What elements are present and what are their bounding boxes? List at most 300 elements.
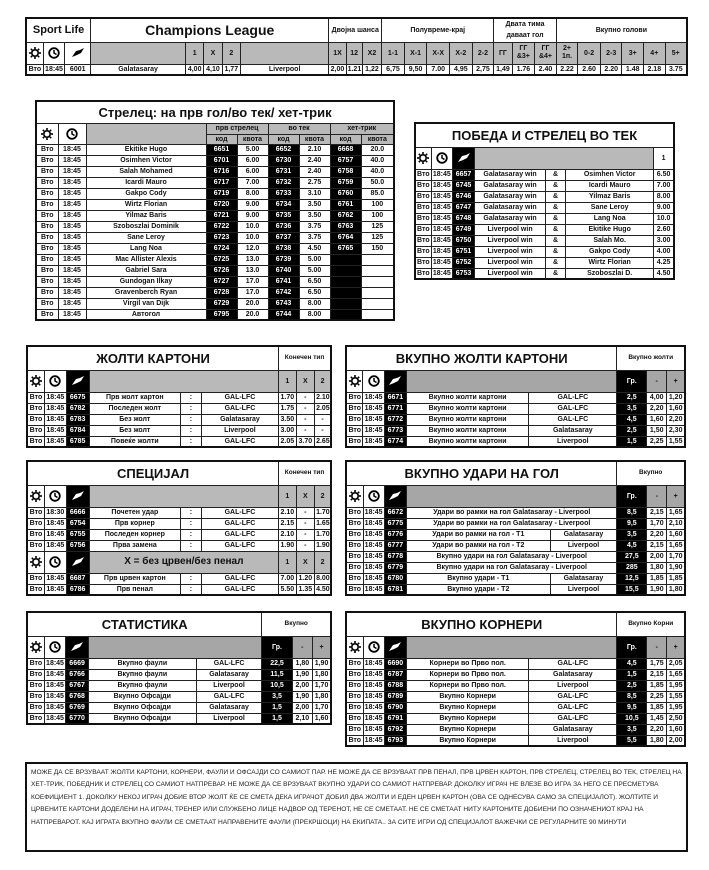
odd[interactable]: 40.0 xyxy=(361,166,394,177)
market-name: Вкупно Корнери xyxy=(407,691,529,702)
market-row xyxy=(346,551,685,562)
market-name: Вкупно Офсајди xyxy=(88,713,196,724)
col-htft-1-1: 1-1 xyxy=(382,42,405,64)
player-name: Icardi Mauro xyxy=(566,180,654,191)
odd-x: - xyxy=(296,403,315,414)
odd-under[interactable]: 1,80 xyxy=(647,562,667,573)
code: 6738 xyxy=(268,243,299,254)
odd-over[interactable]: 1,60 xyxy=(667,529,685,540)
player-name: Salah Mo. xyxy=(566,235,654,246)
time: 18:45 xyxy=(46,542,65,549)
odd[interactable]: 6.00 xyxy=(237,155,268,166)
odd-2[interactable]: 1,77 xyxy=(222,64,240,75)
odd-over[interactable]: 1,60 xyxy=(667,403,685,414)
market-row xyxy=(346,735,685,746)
odd[interactable]: 100 xyxy=(361,210,394,221)
market-row xyxy=(346,414,685,425)
day: Вто xyxy=(36,276,58,287)
odd-under[interactable]: 2,10 xyxy=(292,713,312,724)
odd-1x[interactable]: 2,00 xyxy=(329,64,346,75)
odd-over[interactable]: 2,20 xyxy=(667,414,685,425)
odd[interactable]: 10.0 xyxy=(237,221,268,232)
odd[interactable]: 2.60 xyxy=(654,224,674,235)
ampersand: & xyxy=(545,224,565,235)
scorers-title: Стрелец: на прв гол/во тек/ хет-трик xyxy=(36,101,394,123)
odd[interactable]: 150 xyxy=(361,243,394,254)
time: 18:45 xyxy=(364,660,383,667)
odd-over[interactable]: 1,70 xyxy=(313,680,331,691)
team-win: Galatasaray win xyxy=(475,180,546,191)
market-row xyxy=(346,562,685,573)
time: 18:45 xyxy=(58,232,86,243)
col-over: + xyxy=(667,370,685,392)
team: Galatasaray xyxy=(550,529,617,540)
match-code: 6001 xyxy=(65,64,91,75)
odd[interactable]: 20.0 xyxy=(237,298,268,309)
odd[interactable]: 17.0 xyxy=(237,276,268,287)
odd-under[interactable]: 1,90 xyxy=(292,669,312,680)
odd-htft[interactable]: 9,50 xyxy=(404,64,427,75)
odd[interactable]: 8.00 xyxy=(654,191,674,202)
odd-btts[interactable]: 2.40 xyxy=(535,64,557,75)
stats-title: СТАТИСТИКА xyxy=(27,612,262,636)
day: Вто xyxy=(36,309,58,320)
col-x: X xyxy=(204,42,222,64)
code: 6729 xyxy=(206,298,237,309)
odd[interactable]: 9.00 xyxy=(654,202,674,213)
code: 6741 xyxy=(268,276,299,287)
scorer-row xyxy=(36,155,394,166)
odd[interactable]: 13.0 xyxy=(237,265,268,276)
odd[interactable]: 3.10 xyxy=(299,188,330,199)
win-scorer-row xyxy=(415,246,674,257)
scorer-row xyxy=(36,166,394,177)
day: Вто xyxy=(36,166,58,177)
odd-under[interactable]: 1,60 xyxy=(647,414,667,425)
odd[interactable]: 9.00 xyxy=(237,210,268,221)
odd-1[interactable]: 7.00 xyxy=(280,575,295,582)
odd-over[interactable]: 1,80 xyxy=(313,691,331,702)
final-type-label: Конечен тип xyxy=(279,346,331,370)
player-name: Virgil van Dijk xyxy=(86,298,206,309)
odd[interactable]: 3.50 xyxy=(299,210,330,221)
odd-over[interactable]: 1,95 xyxy=(667,702,685,713)
day: Вто xyxy=(346,669,363,680)
odd-htft[interactable]: 7.00 xyxy=(427,64,450,75)
odd-over[interactable]: 1,20 xyxy=(667,392,685,403)
code: 6762 xyxy=(330,210,361,221)
odd[interactable]: 2.40 xyxy=(299,166,330,177)
odd[interactable]: 125 xyxy=(361,232,394,243)
col-under: - xyxy=(647,485,667,507)
odd-under[interactable]: 1,90 xyxy=(292,691,312,702)
code: 6745 xyxy=(452,180,474,191)
team: Liverpool xyxy=(201,425,278,436)
odd[interactable]: 3.75 xyxy=(299,221,330,232)
odd-htft[interactable]: 4,95 xyxy=(450,64,473,75)
odd-2[interactable]: 4.50 xyxy=(315,584,331,595)
odd[interactable]: 3.00 xyxy=(654,235,674,246)
odd[interactable]: 3.75 xyxy=(299,232,330,243)
odd-over[interactable]: 1,55 xyxy=(667,691,685,702)
line: 10,5 xyxy=(262,680,292,691)
ampersand: & xyxy=(545,257,565,268)
odd-over[interactable]: 1,65 xyxy=(667,669,685,680)
header-blank xyxy=(407,636,617,658)
market-row xyxy=(27,658,331,669)
odd[interactable]: 3.50 xyxy=(299,199,330,210)
odd-under[interactable]: 2,20 xyxy=(647,403,667,414)
odd-1[interactable]: 3.00 xyxy=(280,427,295,434)
odd-under[interactable]: 2,15 xyxy=(647,540,667,551)
line: 1,5 xyxy=(617,436,647,447)
odd-2[interactable]: 8.00 xyxy=(316,575,330,582)
team-win: Liverpool win xyxy=(475,257,546,268)
line: 1,5 xyxy=(617,669,647,680)
team-win: Galatasaray win xyxy=(475,169,546,180)
total-corners-table xyxy=(345,611,686,747)
odd-btts[interactable]: 1,49 xyxy=(494,64,512,75)
code: 6733 xyxy=(268,188,299,199)
odd[interactable]: 4.00 xyxy=(654,246,674,257)
code: 6716 xyxy=(206,166,237,177)
odd-1[interactable]: 1.75 xyxy=(280,405,295,412)
odd-over[interactable]: 2,10 xyxy=(667,518,685,529)
match-day: Вто xyxy=(26,64,43,75)
odd-under[interactable]: 2,25 xyxy=(647,691,667,702)
odd-over[interactable]: 1,85 xyxy=(667,573,685,584)
day: Вто xyxy=(346,551,363,562)
scorer-row xyxy=(36,199,394,210)
line: 2,5 xyxy=(617,680,647,691)
market-name: Прв жолт картон xyxy=(89,392,180,403)
line: 4,5 xyxy=(617,658,647,669)
day: Вто xyxy=(346,562,363,573)
odd-x: - xyxy=(296,518,315,529)
odd[interactable]: 2.75 xyxy=(299,177,330,188)
odd-1[interactable]: 2.10 xyxy=(280,509,295,516)
odd[interactable]: 20.0 xyxy=(361,144,394,155)
odd[interactable]: 5.00 xyxy=(299,254,330,265)
market-name: Вкупно Офсајди xyxy=(88,691,196,702)
odd-under[interactable]: 4,00 xyxy=(647,392,667,403)
odd-under[interactable]: 1,85 xyxy=(647,702,667,713)
market-row xyxy=(346,540,685,551)
odd[interactable]: 5.00 xyxy=(237,144,268,155)
day: Вто xyxy=(346,713,363,724)
day: Вто xyxy=(415,257,431,268)
odd-over[interactable]: 1,60 xyxy=(667,724,685,735)
stats-label: Вкупно xyxy=(262,612,331,636)
odd[interactable]: 4.25 xyxy=(654,257,674,268)
odd-under[interactable]: 2,00 xyxy=(292,680,312,691)
odd-x[interactable]: 3.70 xyxy=(296,436,315,447)
odd-under[interactable]: 2,15 xyxy=(647,507,667,518)
market-row xyxy=(27,573,331,584)
odd[interactable]: 10.0 xyxy=(654,213,674,224)
odd[interactable]: 9.00 xyxy=(237,199,268,210)
time: 18:45 xyxy=(364,394,383,401)
market-name: Вкупно фаули xyxy=(88,658,196,669)
code xyxy=(330,254,361,265)
code: 6657 xyxy=(452,169,474,180)
odd-x2[interactable]: 1,22 xyxy=(362,64,381,75)
odd[interactable]: 12.0 xyxy=(237,243,268,254)
odd-htft[interactable]: 2,75 xyxy=(472,64,494,75)
odd-over[interactable]: 2,50 xyxy=(667,713,685,724)
odd-over[interactable]: 1,60 xyxy=(313,713,331,724)
odd-2[interactable]: 1.90 xyxy=(316,542,330,549)
odd[interactable]: 20.0 xyxy=(237,309,268,320)
odd-goals[interactable]: 1.48 xyxy=(622,64,644,75)
odd-under[interactable]: 1,85 xyxy=(647,680,667,691)
odd-under[interactable]: 1,85 xyxy=(647,573,667,584)
odd-1[interactable]: 1.90 xyxy=(280,542,295,549)
code: 6701 xyxy=(206,155,237,166)
odd-under[interactable]: 2,00 xyxy=(647,551,667,562)
time: 18:45 xyxy=(364,416,383,423)
odd-over[interactable]: 1,95 xyxy=(667,680,685,691)
player-name: Szoboszlai D. xyxy=(566,268,654,279)
market-row xyxy=(346,573,685,584)
odd-1[interactable]: 5.50 xyxy=(279,584,296,595)
odd-over[interactable]: 2,00 xyxy=(667,735,685,746)
market-name: Вкупно Офсајди xyxy=(88,702,196,713)
team: Liverpool xyxy=(529,680,617,691)
odd[interactable]: 7.00 xyxy=(237,177,268,188)
odd[interactable]: 4.50 xyxy=(654,268,674,279)
odd-1[interactable]: 2.05 xyxy=(279,436,296,447)
odd-goals[interactable]: 3.75 xyxy=(665,64,687,75)
time: 18:45 xyxy=(364,564,383,571)
odd-over[interactable]: 1,90 xyxy=(667,562,685,573)
odd-goals[interactable]: 2.20 xyxy=(600,64,622,75)
odd-2[interactable]: 2.10 xyxy=(316,394,330,401)
odd-under[interactable]: 1,50 xyxy=(647,425,667,436)
line: 12,5 xyxy=(617,573,647,584)
market-name: Прва замена xyxy=(89,540,181,551)
market-row xyxy=(346,436,685,447)
code: 6717 xyxy=(206,177,237,188)
code: 6767 xyxy=(66,680,89,691)
odd[interactable]: 2.10 xyxy=(299,144,330,155)
day: Вто xyxy=(346,414,363,425)
odd-2[interactable]: 1.65 xyxy=(316,520,330,527)
odd-htft[interactable]: 6,75 xyxy=(382,64,405,75)
clock-icon xyxy=(44,485,66,507)
odd-under[interactable]: 1,45 xyxy=(647,713,667,724)
odd[interactable]: 8.00 xyxy=(299,309,330,320)
odd-12[interactable]: 1.21 xyxy=(346,64,362,75)
team: Galatasaray xyxy=(196,702,262,713)
odd-over[interactable]: 1,90 xyxy=(313,658,331,669)
odd-under[interactable]: 2,20 xyxy=(647,724,667,735)
odd[interactable]: 8.00 xyxy=(299,298,330,309)
odd-over[interactable]: 1,55 xyxy=(667,436,685,447)
time: 18:45 xyxy=(432,215,451,222)
odd-2[interactable]: 2.05 xyxy=(316,405,330,412)
col-5plus: 5+ xyxy=(665,42,687,64)
code: 6760 xyxy=(330,188,361,199)
odd-x[interactable]: 1.35 xyxy=(296,584,315,595)
code: 6782 xyxy=(66,403,89,414)
line: 3,5 xyxy=(617,529,647,540)
code: 6751 xyxy=(452,246,474,257)
odd[interactable]: 10.0 xyxy=(237,232,268,243)
odd-over[interactable]: 1,65 xyxy=(667,540,685,551)
odd-1[interactable]: 4,00 xyxy=(186,64,204,75)
odd-1[interactable]: 2.15 xyxy=(280,520,295,527)
code: 6784 xyxy=(66,425,89,436)
odd[interactable]: 13.0 xyxy=(237,254,268,265)
league-title: Champions League xyxy=(91,18,329,42)
odd-2[interactable]: 2.65 xyxy=(315,436,331,447)
odd-under[interactable]: 1,90 xyxy=(647,584,667,595)
odd[interactable]: 6.50 xyxy=(654,169,674,180)
day: Вто xyxy=(415,202,431,213)
code xyxy=(330,265,361,276)
odd-over[interactable]: 1,80 xyxy=(313,669,331,680)
win-scorer-row xyxy=(415,169,674,180)
odd-under[interactable]: 2,25 xyxy=(647,436,667,447)
day: Вто xyxy=(346,518,363,529)
code: 6755 xyxy=(66,529,89,540)
home-team: Galatasaray xyxy=(91,64,186,75)
odd-under[interactable]: 2,15 xyxy=(647,669,667,680)
odd[interactable]: 100 xyxy=(361,199,394,210)
time: 18:45 xyxy=(58,221,86,232)
odd[interactable]: 40.0 xyxy=(361,155,394,166)
odd[interactable]: 50.0 xyxy=(361,177,394,188)
odd-x[interactable]: 4,10 xyxy=(204,64,222,75)
code: 6792 xyxy=(384,724,406,735)
odd-over[interactable]: 2,30 xyxy=(667,425,685,436)
odd-goals[interactable]: 2.18 xyxy=(644,64,666,75)
sun-icon xyxy=(27,370,44,392)
odd[interactable]: 125 xyxy=(361,221,394,232)
time: 18:45 xyxy=(364,553,383,560)
team: Liverpool xyxy=(550,584,617,595)
bet-code-icon xyxy=(66,636,89,658)
scorer-row xyxy=(36,298,394,309)
day: Вто xyxy=(346,584,363,595)
odd-under[interactable]: 1,75 xyxy=(647,658,667,669)
code: 6720 xyxy=(206,199,237,210)
code: 6732 xyxy=(268,177,299,188)
market-name: Удари во рамки на гол Galatasaray - Liverpool xyxy=(407,507,617,518)
market-row xyxy=(346,669,685,680)
brand-logo: Sport Life xyxy=(26,18,91,42)
col-under: - xyxy=(292,636,312,658)
odd-2[interactable]: 1.70 xyxy=(316,509,330,516)
code: 6774 xyxy=(384,436,406,447)
market-row xyxy=(346,529,685,540)
odd-under[interactable]: 1,80 xyxy=(292,658,312,669)
odd[interactable]: 6.00 xyxy=(237,166,268,177)
team: Liverpool xyxy=(196,713,262,724)
odd[interactable]: 17.0 xyxy=(237,287,268,298)
team: Liverpool xyxy=(550,540,617,551)
odd-1[interactable]: 3.50 xyxy=(280,416,295,423)
odd-goals[interactable]: 2.60 xyxy=(578,64,601,75)
odd-1[interactable]: 2.10 xyxy=(280,531,295,538)
odd-under[interactable]: 2,00 xyxy=(292,702,312,713)
time: 18:45 xyxy=(58,309,86,320)
sub-code: код xyxy=(268,134,299,144)
time: 18:45 xyxy=(432,237,451,244)
team: GAL-LFC xyxy=(201,573,278,584)
odd-over[interactable]: 2,05 xyxy=(667,658,685,669)
odd-under[interactable]: 1,80 xyxy=(647,735,667,746)
odd xyxy=(361,276,394,287)
odd-over[interactable]: 1,70 xyxy=(667,551,685,562)
time: 18:45 xyxy=(46,427,65,434)
odd-btts[interactable]: 1.76 xyxy=(512,64,535,75)
market-row xyxy=(27,584,331,595)
code: 6787 xyxy=(384,669,406,680)
col-gg3: ГГ &3+ xyxy=(512,42,535,64)
odd-goals[interactable]: 2.22 xyxy=(556,64,578,75)
ampersand: & xyxy=(545,213,565,224)
day: Вто xyxy=(346,702,363,713)
clock-icon xyxy=(44,636,66,658)
odd-over[interactable]: 1,70 xyxy=(313,702,331,713)
odd[interactable]: 2.40 xyxy=(299,155,330,166)
odd[interactable]: 7.00 xyxy=(654,180,674,191)
time: 18:45 xyxy=(364,575,383,582)
clock-icon xyxy=(431,147,452,169)
time: 18:45 xyxy=(58,287,86,298)
separator: : xyxy=(181,529,202,540)
header-blank-2 xyxy=(240,42,328,64)
team: GAL-LFC xyxy=(529,713,617,724)
sun-icon xyxy=(27,485,44,507)
odd[interactable]: 85.0 xyxy=(361,188,394,199)
odd-x[interactable]: 1.20 xyxy=(296,573,315,584)
code: 6759 xyxy=(330,177,361,188)
day: Вто xyxy=(415,180,431,191)
market-row xyxy=(27,392,331,403)
special-table xyxy=(26,460,332,596)
odd[interactable]: 5.00 xyxy=(299,265,330,276)
odd-over[interactable]: 1,80 xyxy=(667,584,685,595)
time: 18:45 xyxy=(46,394,65,401)
odd-2[interactable]: 1.70 xyxy=(316,531,330,538)
time: 18:45 xyxy=(364,726,383,733)
team-win: Galatasaray win xyxy=(475,202,546,213)
odd[interactable]: 6.50 xyxy=(299,287,330,298)
bet-code-icon xyxy=(66,485,89,507)
odd-under[interactable]: 2,20 xyxy=(647,529,667,540)
market-row xyxy=(27,529,331,540)
col-1x: 1X xyxy=(329,42,346,64)
win-scorer-row xyxy=(415,257,674,268)
odd[interactable]: 8.00 xyxy=(237,188,268,199)
code: 6765 xyxy=(330,243,361,254)
odd-over[interactable]: 1,65 xyxy=(667,507,685,518)
odd-under[interactable]: 1,70 xyxy=(647,518,667,529)
odd[interactable]: 4.50 xyxy=(299,243,330,254)
scorer-row xyxy=(36,309,394,320)
player-name: Lang Noa xyxy=(86,243,206,254)
odd[interactable]: 6.50 xyxy=(299,276,330,287)
col-htft-2-2: 2-2 xyxy=(472,42,494,64)
line: 4,5 xyxy=(617,540,647,551)
time: 18:45 xyxy=(364,682,383,689)
col-under: - xyxy=(647,370,667,392)
code: 6668 xyxy=(330,144,361,155)
odd-1[interactable]: 1.70 xyxy=(280,394,295,401)
